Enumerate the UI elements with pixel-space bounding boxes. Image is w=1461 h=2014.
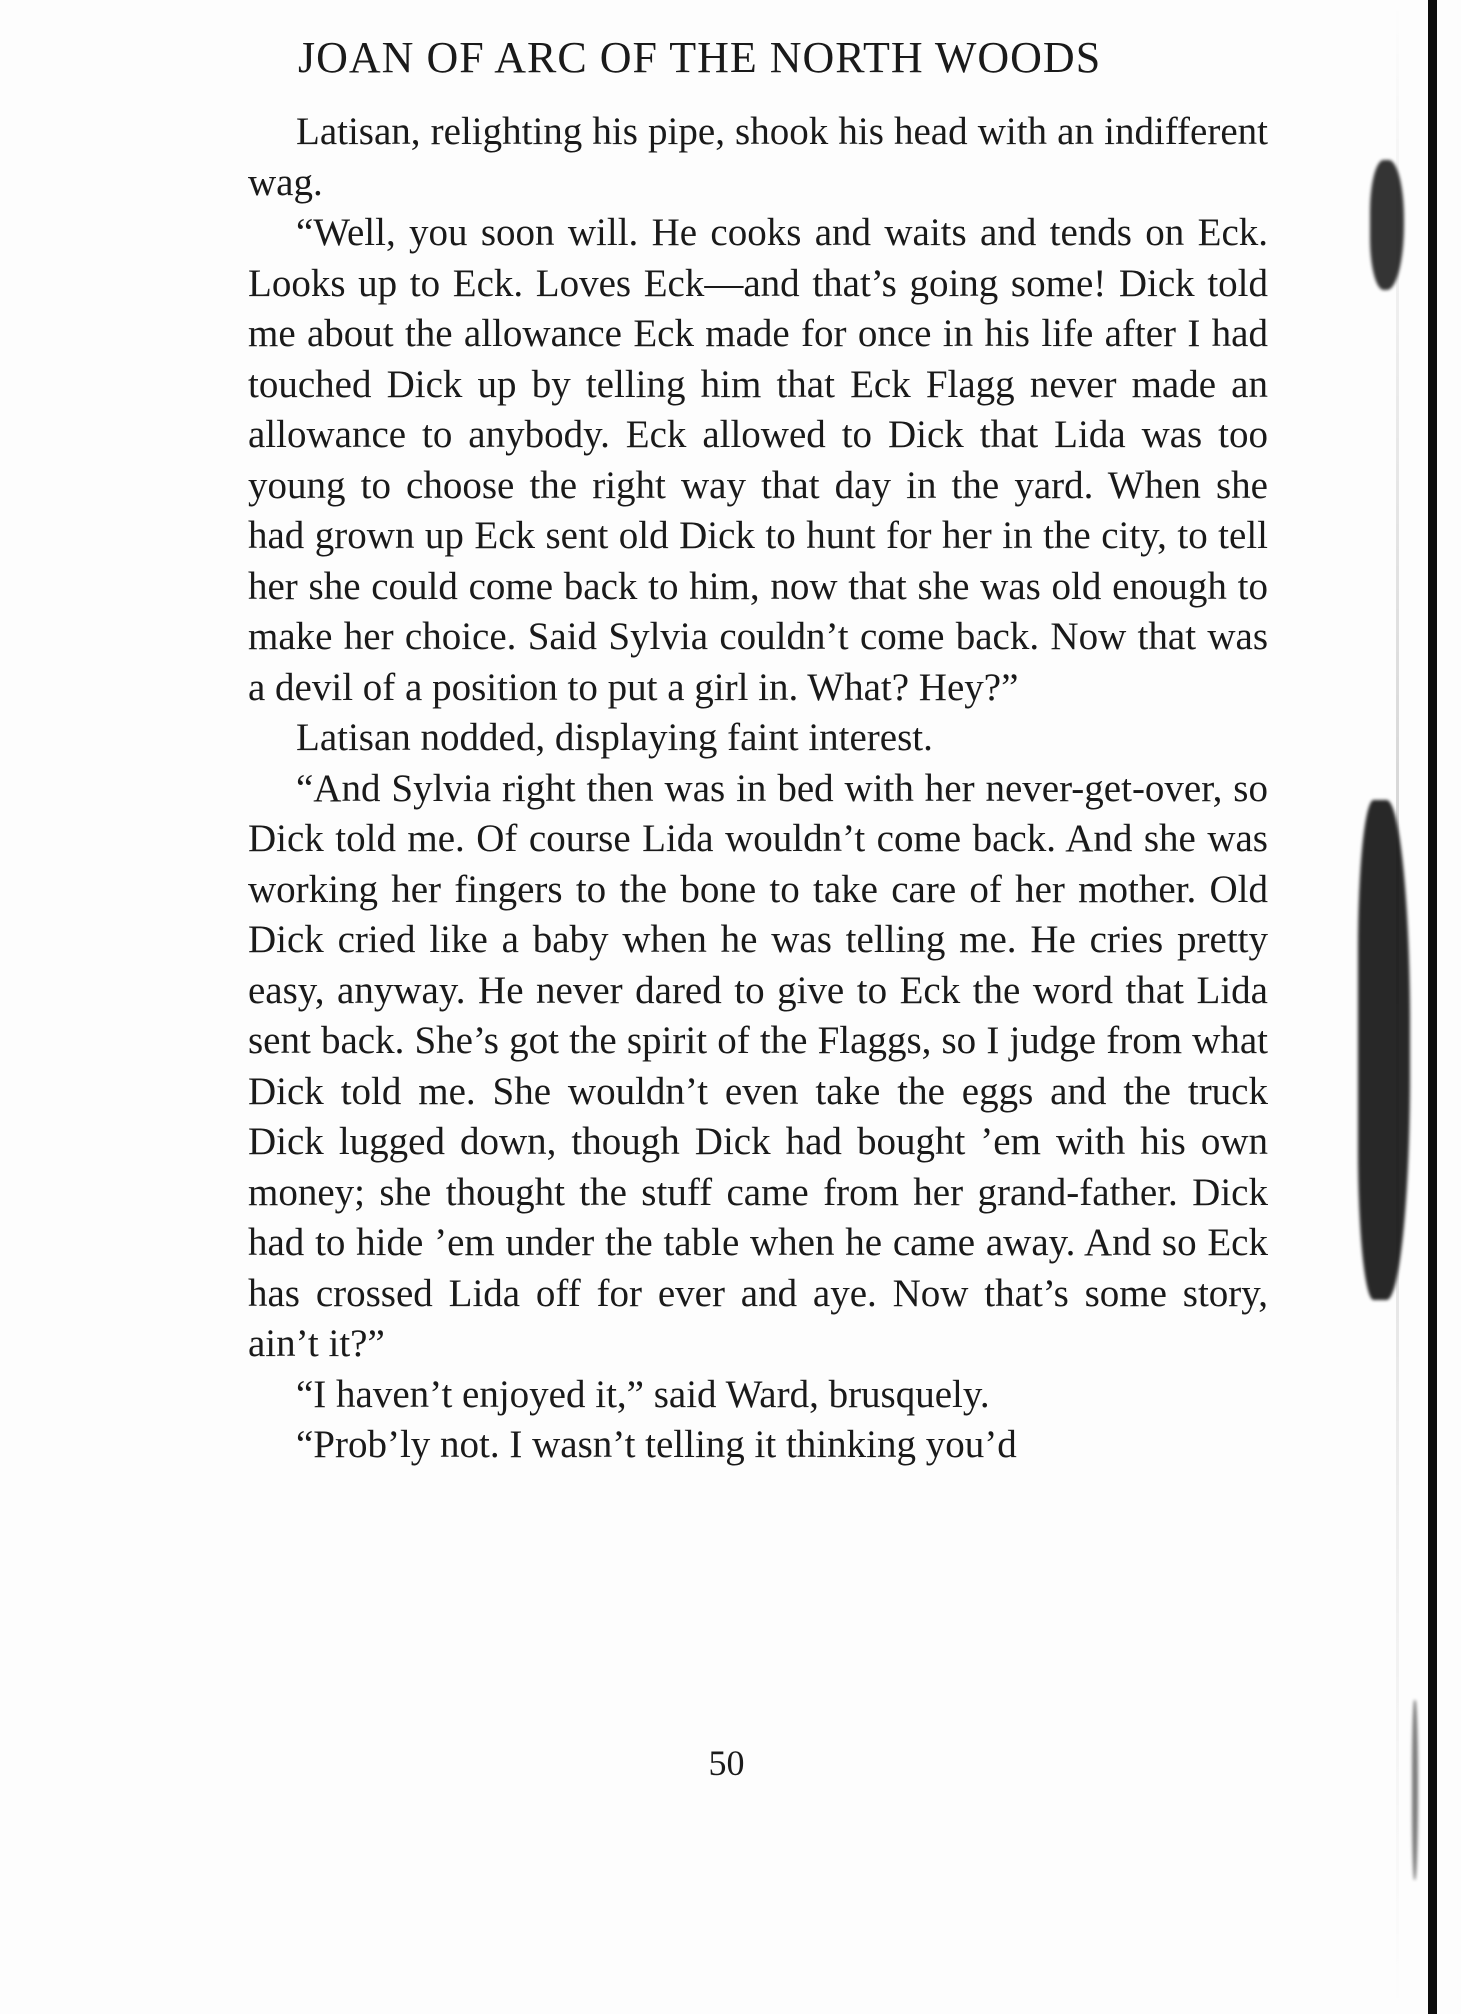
paragraph: “Prob’ly not. I wasn’t telling it thinking you’d — [296, 1423, 1017, 1466]
page-edge-line — [1428, 0, 1437, 2014]
paragraph: Latisan, relighting his pipe, shook his head with an indifferent wag. — [248, 110, 1268, 204]
scan-smudge — [1370, 160, 1404, 290]
body-text — [248, 107, 1268, 1471]
paragraph: “And Sylvia right then was in bed with her never-get-over, so Dick told me. Of course Lida wouldn’t come back. And she was working her fingers to the bone to take care of her mother. Old Dick cried like a baby when he was telling me. He cries pretty easy, anyway. He never dared to give to Eck the word that Lida sent back. She’s got the spirit of the Flaggs, so I judge from what Dick told me. She wouldn’t even take the eggs and the truck Dick lugged down, though Dick had bought ’em with his own money; she thought the stuff came from her grand-father. Dick had to hide ’em under the table when he came away. And so Eck has crossed Lida off for ever and aye. Now that’s some story, ain’t it?” — [248, 766, 1268, 1365]
paragraph: “Well, you soon will. He cooks and waits and tends on Eck. Looks up to Eck. Loves Eck—and that’s going some! Dick told me about the allowance Eck made for once in his life after I had touched Dick up by telling him that Eck Flagg never made an allowance to anybody. Eck allowed to Dick that Lida was too young to choose the right way that day in the yard. When she had grown up Eck sent old Dick to hunt for her in the city, to tell her she could come back to him, now that she was old enough to make her choice. Said Sylvia couldn’t come back. Now that was a devil of a position to put a girl in. What? Hey?” — [248, 211, 1268, 709]
paragraph: Latisan nodded, displaying faint interest. — [296, 716, 933, 759]
page-number — [0, 1738, 1461, 1788]
paragraph: “I haven’t enjoyed it,” said Ward, brusquely. — [296, 1372, 990, 1416]
page-number-text: 50 — [708, 1743, 745, 1783]
scan-smudge — [1358, 800, 1410, 1300]
scan-smudge — [1412, 1700, 1418, 1880]
running-title: JOAN OF ARC OF THE NORTH WOODS — [298, 33, 1102, 82]
